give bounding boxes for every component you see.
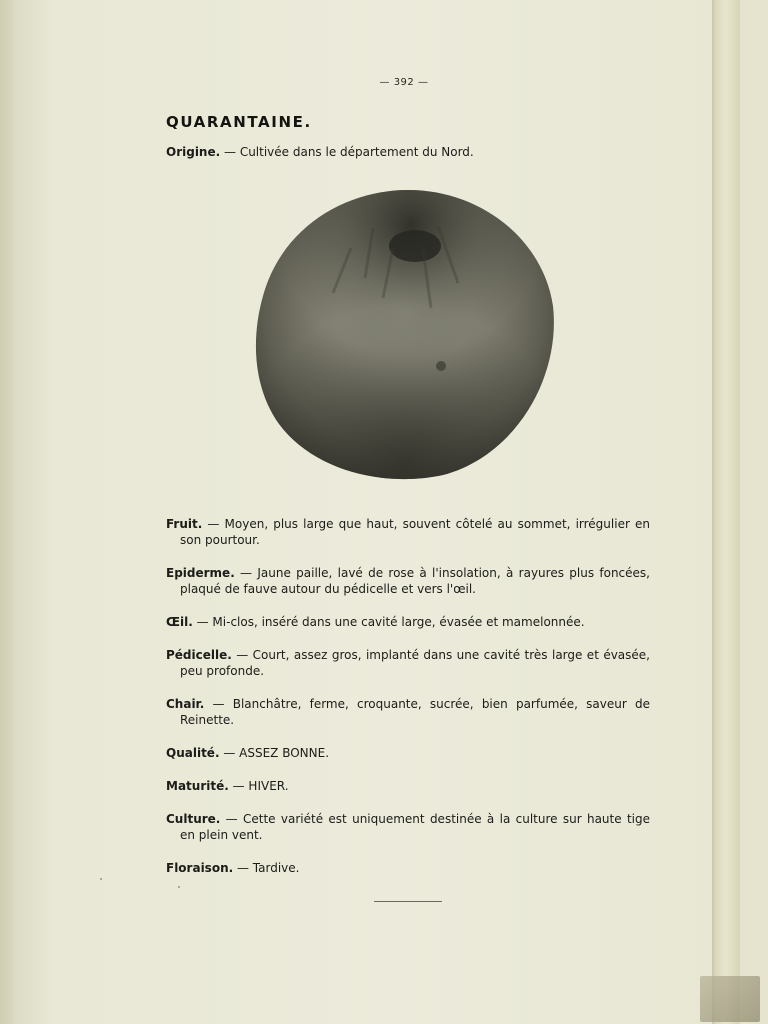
paper-speck: [100, 878, 102, 880]
entry-qualite: [166, 745, 650, 761]
entry-pedicelle: [166, 647, 650, 679]
entry-text: — HIVER.: [228, 779, 289, 793]
end-rule: [374, 901, 442, 902]
entry-maturite: [166, 778, 650, 794]
entry-term: Qualité.: [166, 746, 220, 760]
entry-text: — Jaune paille, lavé de rose à l'insolation, à rayures plus foncées, plaqué de fauve autour du pédicelle et vers l'œil.: [180, 566, 650, 596]
entry-text: — Moyen, plus large que haut, souvent côtelé au sommet, irrégulier en son pourtour.: [180, 517, 650, 547]
entry-chair: [166, 696, 650, 728]
description-list: [166, 516, 650, 893]
entry-floraison: [166, 860, 650, 876]
entry-term: Epiderme.: [166, 566, 235, 580]
book-spine-shadow: [0, 0, 14, 1024]
entry-culture: [166, 811, 650, 843]
entry-text: — Cette variété est uniquement destinée à la culture sur haute tige en plein vent.: [180, 812, 650, 842]
origin-term: Origine.: [166, 145, 221, 159]
entry-text: — Tardive.: [233, 861, 300, 875]
entry-fruit: [166, 516, 650, 548]
apple-illustration: [253, 188, 556, 480]
page-edge: [712, 0, 740, 1024]
entry-term: Chair.: [166, 697, 205, 711]
entry-text: — Mi-clos, inséré dans une cavité large, évasée et mamelonnée.: [192, 615, 585, 629]
entry-term: Floraison.: [166, 861, 234, 875]
corner-thumbnail: [700, 976, 760, 1022]
variety-title: QUARANTAINE.: [166, 113, 312, 131]
entry-text: — Court, assez gros, implanté dans une cavité très large et évasée, peu profonde.: [180, 648, 650, 678]
origin-line: [166, 145, 474, 159]
entry-term: Maturité.: [166, 779, 229, 793]
origin-text: — Cultivée dans le département du Nord.: [220, 145, 474, 159]
paper-speck: [178, 886, 180, 888]
entry-epiderme: [166, 565, 650, 597]
entry-term: Culture.: [166, 812, 221, 826]
page-number: — 392 —: [379, 77, 429, 88]
entry-term: Pédicelle.: [166, 648, 232, 662]
entry-oeil: [166, 614, 650, 630]
entry-text: — ASSEZ BONNE.: [219, 746, 330, 760]
entry-term: Fruit.: [166, 517, 203, 531]
entry-text: — Blanchâtre, ferme, croquante, sucrée, bien parfumée, saveur de Reinette.: [180, 697, 650, 727]
entry-term: Œil.: [166, 615, 193, 629]
